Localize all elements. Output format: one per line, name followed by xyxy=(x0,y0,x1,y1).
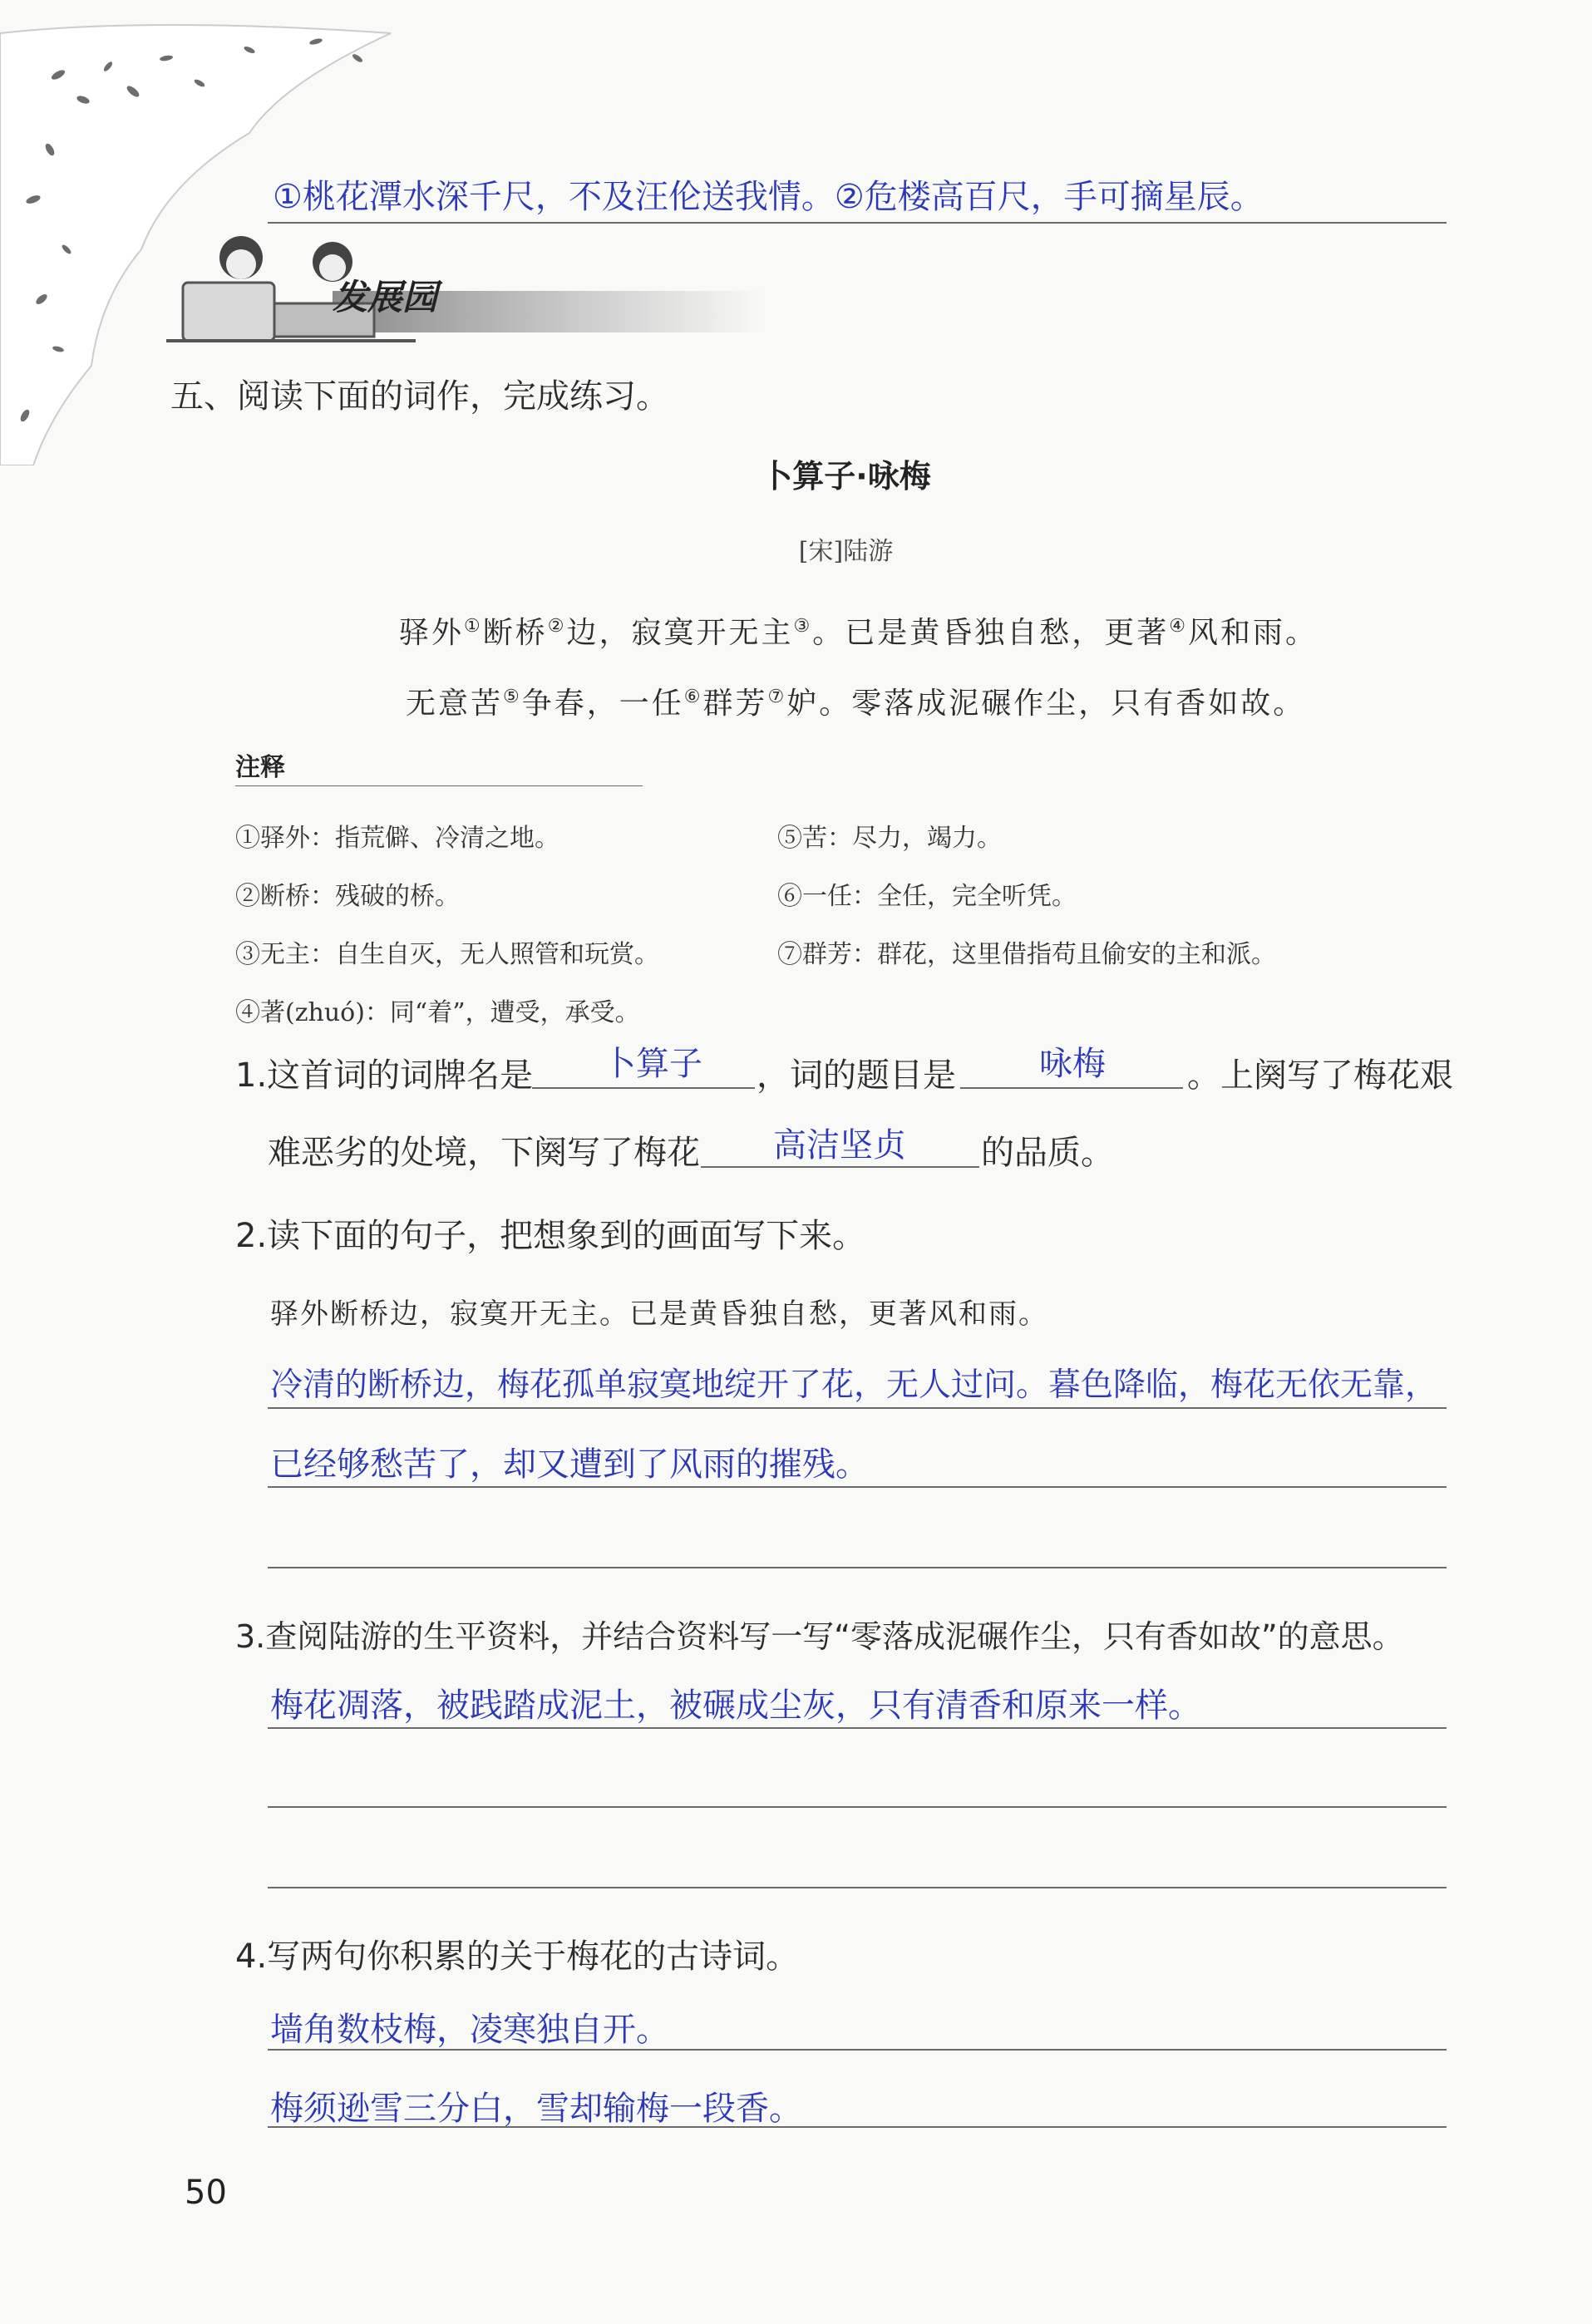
poem-line-2: 无意苦⑤争春，一任⑥群芳⑦妒。零落成泥碾作尘，只有香如故。 xyxy=(406,687,1306,721)
banner xyxy=(166,224,765,357)
notes-title: 注释 xyxy=(235,753,285,782)
note-left-1: ①驿外：指荒僻、冷清之地。 xyxy=(235,824,559,853)
poem-title: 卜算子·咏梅 xyxy=(761,458,931,495)
q3-text: 3.查阅陆游的生平资料，并结合资料写一写“零落成泥碾作尘，只有香如故”的意思。 xyxy=(235,1618,1404,1655)
q2-rule-2 xyxy=(268,1486,1447,1488)
q4-answer-2: 梅须逊雪三分白，雪却输梅一段香。 xyxy=(270,2090,802,2128)
q3-answer: 梅花凋落，被践踏成泥土，被碾成尘灰，只有清香和原来一样。 xyxy=(270,1686,1201,1725)
note-right-5: ⑤苦：尽力，竭力。 xyxy=(777,824,1002,853)
note-right-7: ⑦群芳：群花，这里借指苟且偷安的主和派。 xyxy=(777,940,1276,969)
q2-quote: 驿外断桥边，寂寞开无主。已是黄昏独自愁，更著风和雨。 xyxy=(270,1297,1048,1331)
top-answer: ①桃花潭水深千尺，不及汪伦送我情。②危楼高百尺，手可摘星辰。 xyxy=(273,178,1264,216)
q2-answer-line-1: 冷清的断桥边，梅花孤单寂寞地绽开了花，无人过问。暮色降临，梅花无依无靠， xyxy=(270,1366,1438,1404)
note-left-2: ②断桥：残破的桥。 xyxy=(235,882,460,911)
banner-title: 发展园 xyxy=(333,277,438,318)
q1-part2: ，词的题目是 xyxy=(757,1056,956,1095)
q1-blank3: 高洁坚贞 xyxy=(773,1126,906,1164)
q1-blank2: 咏梅 xyxy=(1039,1045,1106,1083)
q1-part4: 难恶劣的处境，下阕写了梅花 xyxy=(268,1134,700,1172)
section-heading: 五、阅读下面的词作，完成练习。 xyxy=(170,377,669,416)
q2-text: 2.读下面的句子，把想象到的画面写下来。 xyxy=(235,1217,866,1255)
q4-text: 4.写两句你积累的关于梅花的古诗词。 xyxy=(235,1937,800,1976)
q1-blank3-rule xyxy=(701,1166,979,1168)
q1-blank1: 卜算子 xyxy=(603,1045,702,1083)
note-left-3: ③无主：自生自灭，无人照管和玩赏。 xyxy=(235,940,659,969)
q4-rule-2 xyxy=(268,2126,1447,2128)
q2-rule-3 xyxy=(268,1567,1447,1568)
q1-part3: 。上阕写了梅花艰 xyxy=(1187,1056,1453,1095)
q2-rule-1 xyxy=(268,1407,1447,1409)
q3-rule-3 xyxy=(268,1887,1447,1888)
notes-rule xyxy=(235,785,643,786)
q1-blank2-rule xyxy=(960,1087,1183,1089)
q1-part1: 1.这首词的词牌名是 xyxy=(235,1056,534,1095)
q3-rule-1 xyxy=(268,1727,1447,1729)
q1-blank1-rule xyxy=(532,1087,755,1089)
q4-answer-1: 墙角数枝梅，凌寒独自开。 xyxy=(270,2011,669,2049)
poem-author: [宋]陆游 xyxy=(798,537,894,566)
q2-answer-line-2: 已经够愁苦了，却又遭到了风雨的摧残。 xyxy=(270,1445,869,1484)
q1-part5: 的品质。 xyxy=(981,1134,1114,1172)
note-right-6: ⑥一任：全任，完全听凭。 xyxy=(777,882,1077,911)
children-reading-icon xyxy=(166,224,765,357)
q4-rule-1 xyxy=(268,2049,1447,2051)
q3-rule-2 xyxy=(268,1806,1447,1808)
note-left-4: ④著(zhuó)：同“着”，遭受，承受。 xyxy=(235,998,640,1027)
poem-line-1: 驿外①断桥②边，寂寞开无主③。已是黄昏独自愁，更著④风和雨。 xyxy=(399,616,1318,650)
page-number: 50 xyxy=(185,2174,227,2212)
answer-rule xyxy=(268,222,1447,224)
